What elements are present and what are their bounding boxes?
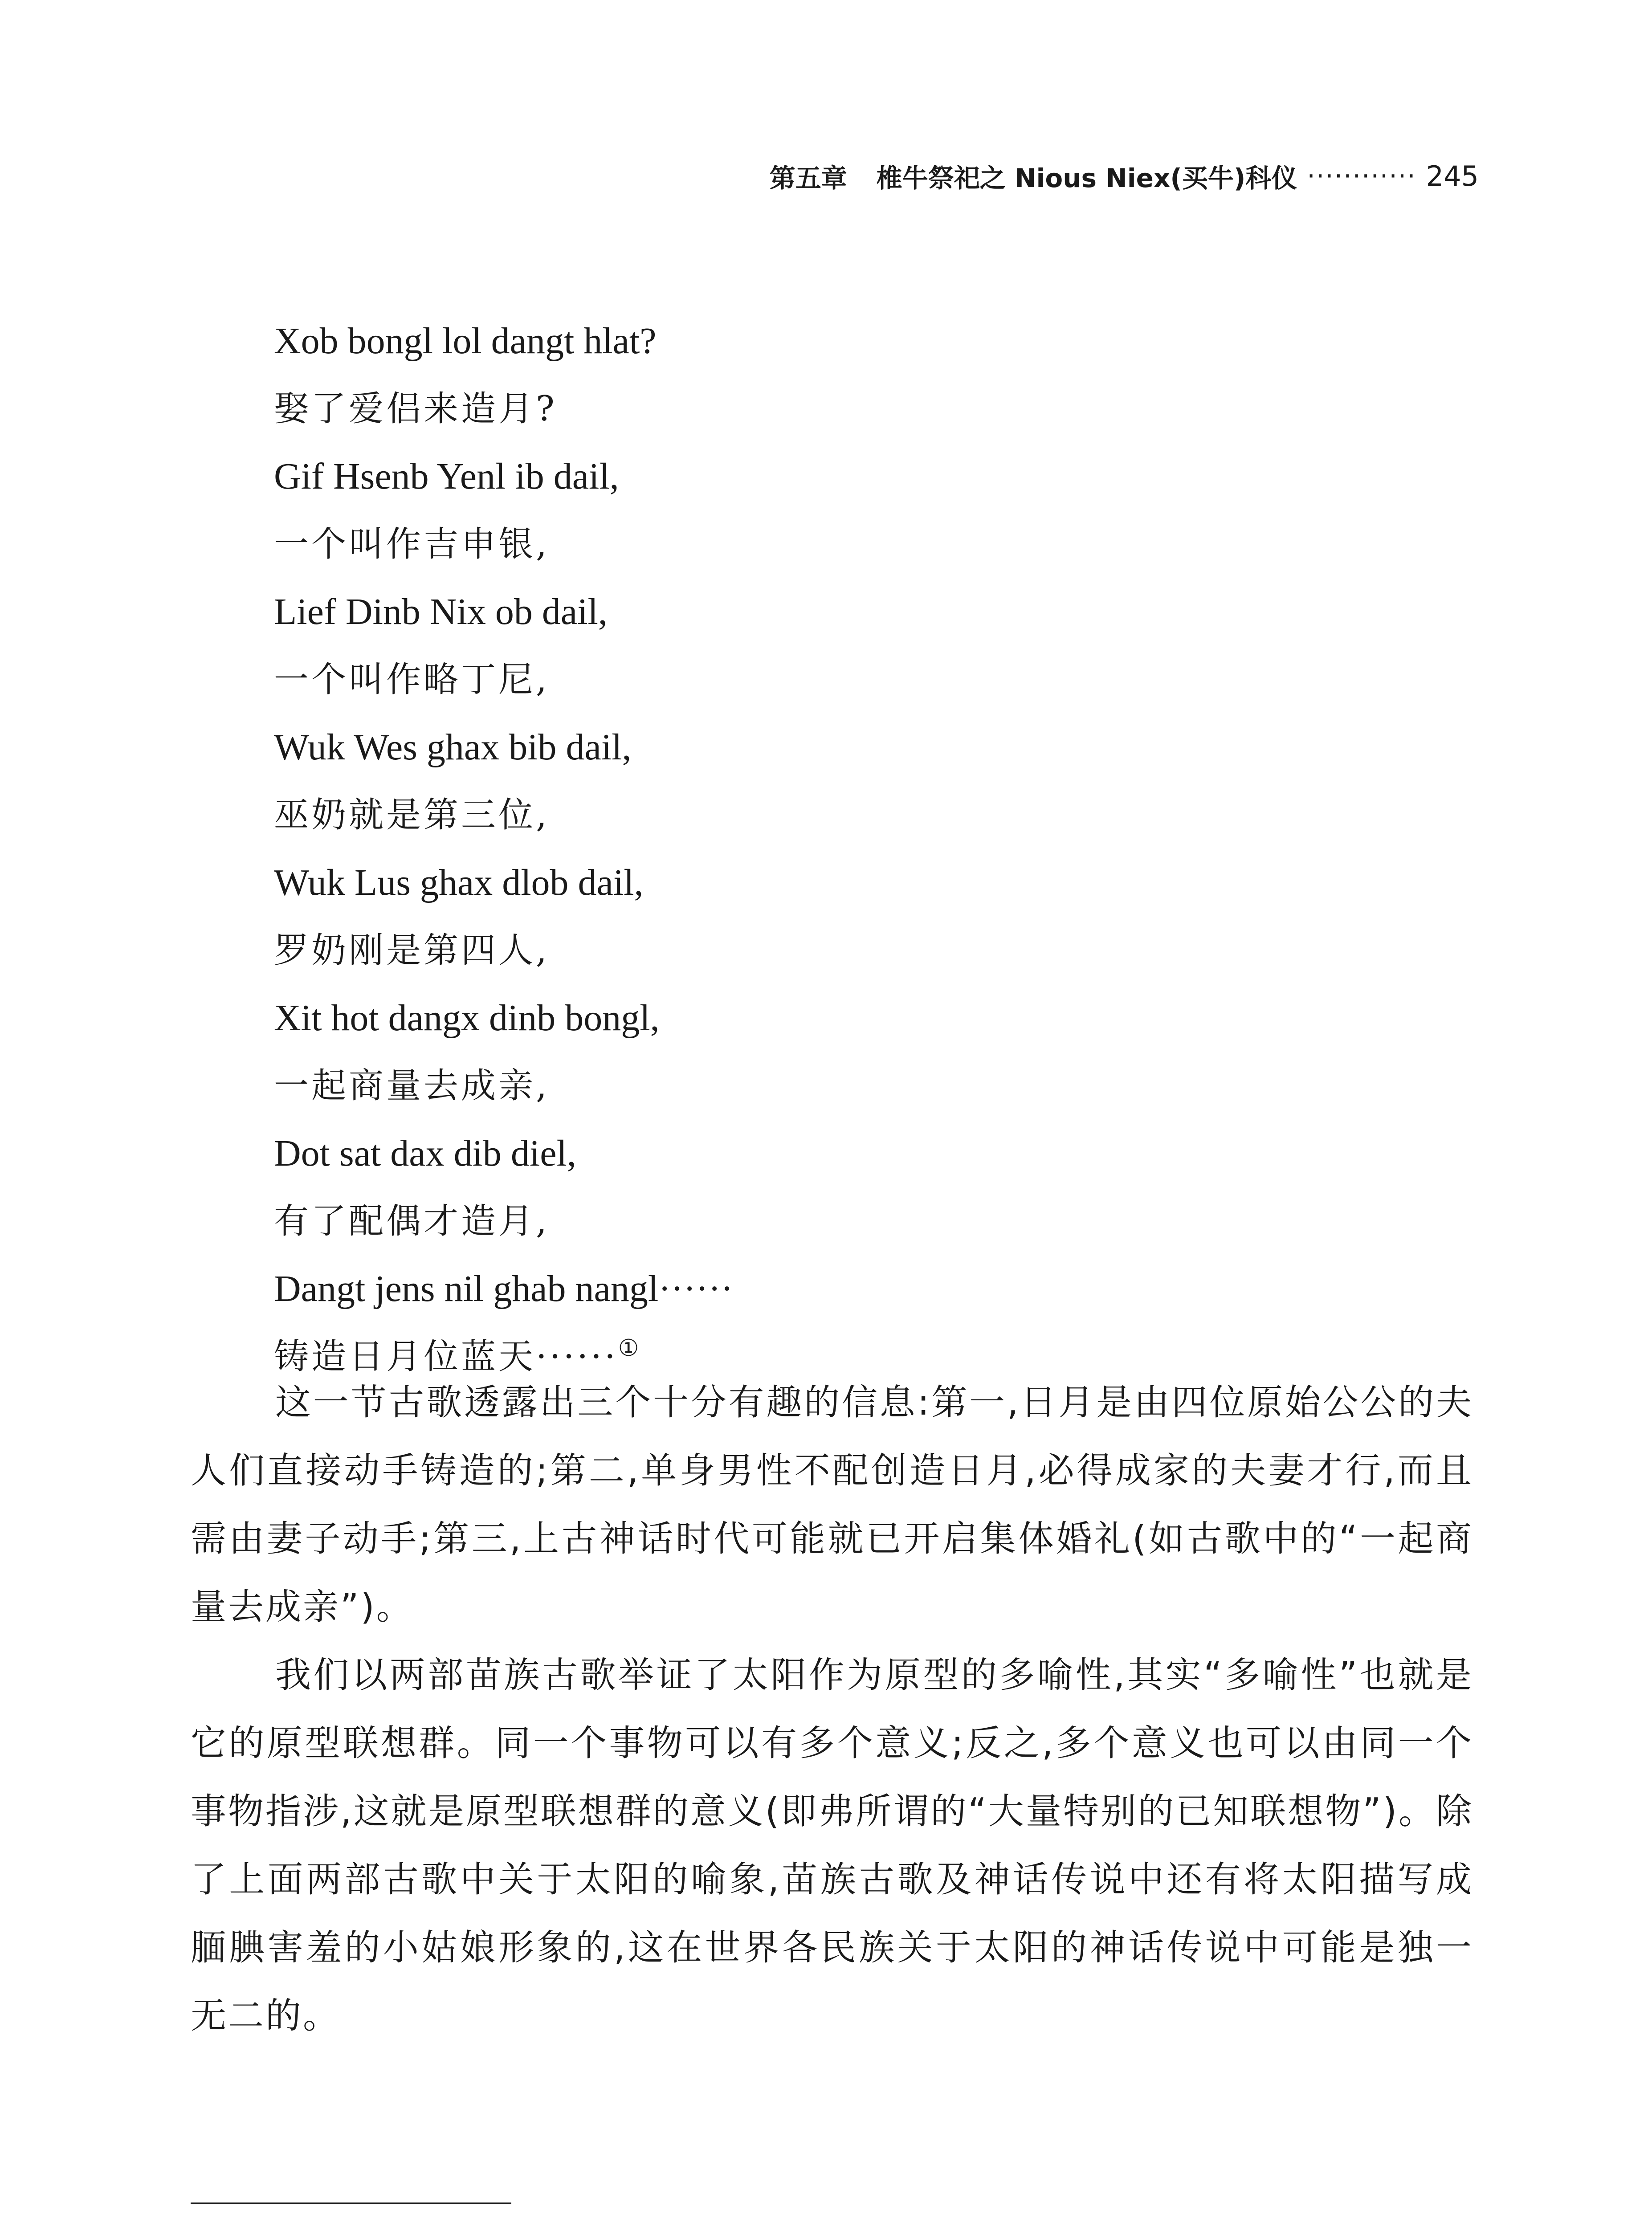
- poem-line-text: Xob bongl lol dangt hlat?: [274, 320, 657, 362]
- poem-line-text: 罗奶刚是第四人,: [274, 930, 550, 971]
- poem-line-chinese: [274, 1052, 1343, 1120]
- chapter-label: 第五章: [769, 163, 847, 193]
- poem-line-text: 巫奶就是第三位,: [274, 795, 550, 835]
- footnote-reference: ①: [618, 1335, 642, 1362]
- poem-line-miao: [274, 714, 1343, 781]
- poem-line-text: Lief Dinb Nix ob dail,: [274, 591, 608, 632]
- poem-line-miao: [274, 984, 1343, 1052]
- poem-line-text: Wuk Lus ghax dlob dail,: [274, 862, 644, 903]
- paragraph: 这一节古歌透露出三个十分有趣的信息:第一,日月是由四位原始公公的夫人们直接动手铸造的;第二,单身男性不配创造日月,必得成家的夫妻才行,而且需由妻子动手;第三,上古神话时代可能就已开启集体婚礼(如古歌中的“一起商量去成亲”)。: [191, 1382, 1473, 1627]
- poem-line-text: Dangt jens nil ghab nangl······: [274, 1268, 734, 1309]
- poem-line-text: Wuk Wes ghax bib dail,: [274, 726, 632, 768]
- poem-line-miao: [274, 307, 1343, 375]
- page-number: 245: [1426, 159, 1479, 192]
- running-header: [730, 151, 1479, 200]
- header-leader-dots: ············: [1307, 161, 1416, 191]
- poem-line-text: 一个叫作吉申银,: [274, 524, 550, 564]
- poem-line-text: 有了配偶才造月,: [274, 1201, 550, 1241]
- poem-line-text: Gif Hsenb Yenl ib dail,: [274, 456, 619, 497]
- poem-line-miao: [274, 578, 1343, 646]
- poem-line-chinese: [274, 917, 1343, 984]
- paragraph: 我们以两部苗族古歌举证了太阳作为原型的多喻性,其实“多喻性”也就是它的原型联想群。同一个事物可以有多个意义;反之,多个意义也可以由同一个事物指涉,这就是原型联想群的意义(即弗所谓的“大量特别的已知联想物”)。除了上面两部古歌中关于太阳的喻象,苗族古歌及神话传说中还有将太阳描写成腼腆害羞的小姑娘形象的,这在世界各民族关于太阳的神话传说中可能是独一无二的。: [191, 1654, 1473, 2036]
- poem-verse-block: [274, 307, 1343, 1391]
- poem-line-miao: [274, 849, 1343, 917]
- poem-line-text: 一起商量去成亲,: [274, 1066, 550, 1106]
- poem-line-text: Dot sat dax dib diel,: [274, 1133, 576, 1174]
- poem-line-miao: [274, 1120, 1343, 1187]
- chapter-title: 椎牛祭祀之 Nious Niex(买牛)科仪: [876, 163, 1297, 193]
- poem-line-chinese: [274, 646, 1343, 714]
- footnote-divider: [191, 2203, 511, 2204]
- poem-line-text: Xit hot dangx dinb bongl,: [274, 997, 660, 1039]
- poem-line-miao: [274, 1255, 1343, 1323]
- body-text: [191, 1368, 1473, 2050]
- poem-line-chinese: [274, 375, 1343, 443]
- poem-line-chinese: [274, 510, 1343, 578]
- poem-line-chinese: [274, 781, 1343, 849]
- poem-line-miao: [274, 443, 1343, 510]
- poem-line-text: 娶了爱侣来造月?: [274, 389, 557, 429]
- poem-line-text: 铸造日月位蓝天······: [274, 1337, 618, 1377]
- poem-line-text: 一个叫作略丁尼,: [274, 660, 550, 700]
- poem-line-chinese: [274, 1187, 1343, 1255]
